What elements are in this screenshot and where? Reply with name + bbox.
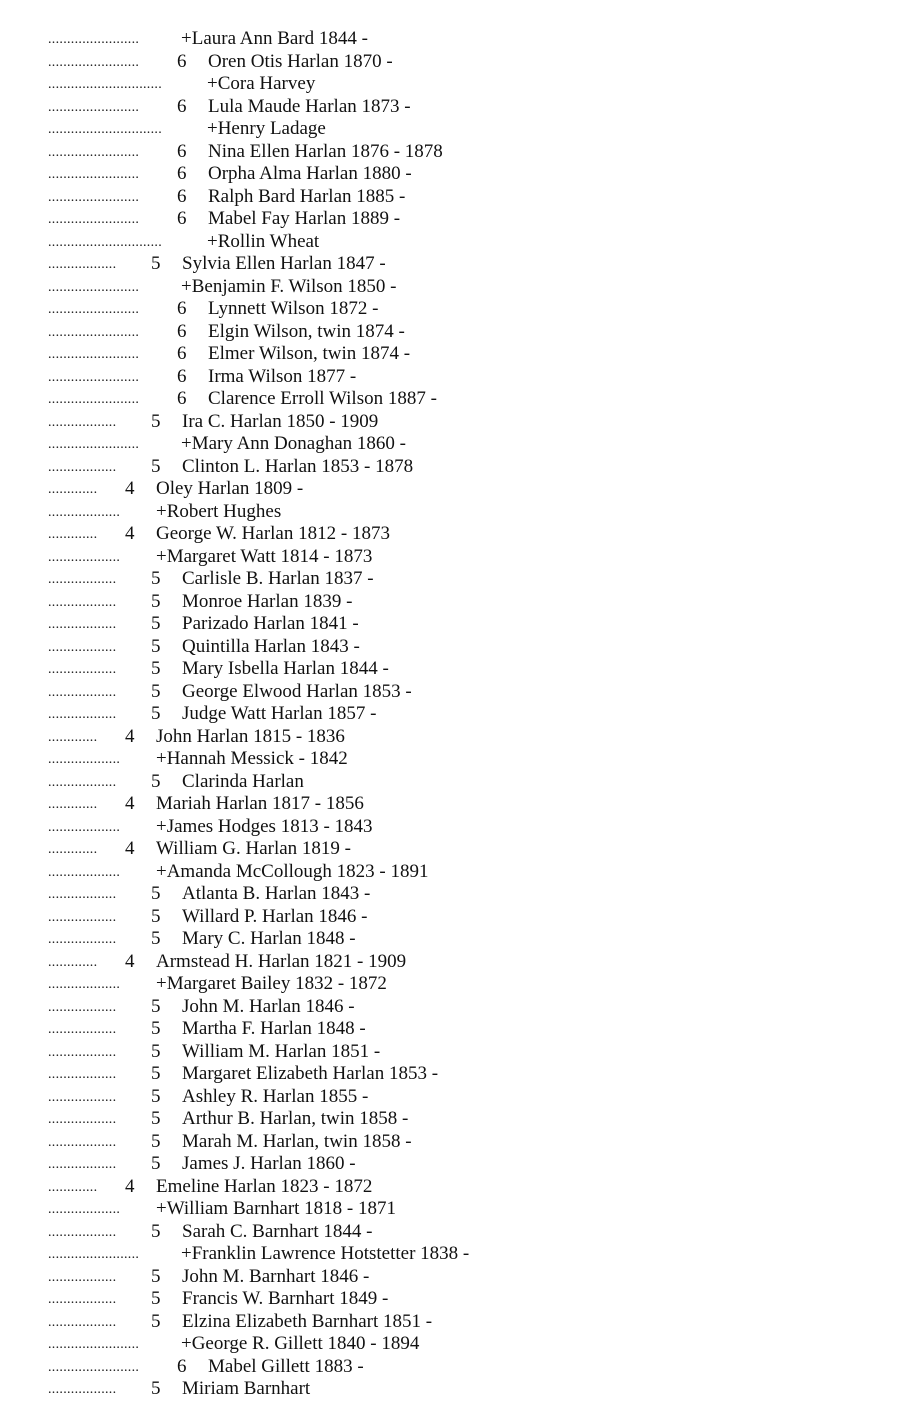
leader-dots: ........................ [48,279,140,295]
leader-dots: .................. [48,639,117,655]
leader-dots: .................. [48,1157,117,1172]
leader-dots: .................. [48,572,117,587]
person-name: Elmer Wilson, twin 1874 - [208,343,411,364]
leader-dots: .................. [48,1269,117,1285]
leader-dots: ........................ [48,437,140,452]
spouse-entry [0,546,916,569]
generation-number: 5 [151,1288,161,1309]
spouse-entry [0,748,916,771]
person-name: Mariah Harlan 1817 - 1856 [156,793,364,814]
person-name: Nina Ellen Harlan 1876 - 1878 [208,140,443,162]
generation-number: 6 [177,365,187,387]
leader-dots: ................... [48,504,121,520]
descendant-entry [0,1288,916,1311]
spouse-entry [0,861,916,884]
leader-dots: ........................ [48,324,140,340]
person-name: John M. Harlan 1846 - [182,995,355,1017]
generation-number: 6 [177,140,187,162]
spouse-name: +Hannah Messick - 1842 [156,748,348,769]
generation-number: 5 [151,1063,161,1084]
person-name: Margaret Elizabeth Harlan 1853 - [182,1063,439,1084]
descendant-entry [0,568,916,591]
generation-number: 5 [151,680,161,702]
generation-number: 6 [177,95,187,117]
leader-dots: .................. [48,594,117,610]
leader-dots: ........................ [48,302,140,317]
generation-number: 5 [151,455,161,477]
person-name: William G. Harlan 1819 - [156,838,351,859]
leader-dots: ........................ [48,1359,140,1375]
person-name: Mabel Gillett 1883 - [208,1355,364,1377]
person-name: Ralph Bard Harlan 1885 - [208,185,406,207]
spouse-name: +George R. Gillett 1840 - 1894 [181,1333,420,1354]
leader-dots: ........................ [48,54,140,70]
generation-number: 6 [177,208,187,229]
leader-dots: ................... [48,752,121,767]
leader-dots: ............. [48,482,98,497]
spouse-name: +Laura Ann Bard 1844 - [181,28,368,49]
generation-number: 4 [125,1175,135,1197]
person-name: Sarah C. Barnhart 1844 - [182,1220,373,1242]
leader-dots: .................. [48,662,117,677]
person-name: Willard P. Harlan 1846 - [182,905,368,927]
person-name: George Elwood Harlan 1853 - [182,680,412,702]
person-name: Ashley R. Harlan 1855 - [182,1085,369,1107]
leader-dots: .............................. [48,77,162,92]
generation-number: 5 [151,1040,161,1062]
leader-dots: ............. [48,797,98,812]
leader-dots: .................. [48,1292,117,1307]
leader-dots: .................. [48,774,117,790]
person-name: Lula Maude Harlan 1873 - [208,95,411,117]
person-name: Armstead H. Harlan 1821 - 1909 [156,950,407,972]
descendant-entry [0,343,916,366]
leader-dots: ................... [48,1202,121,1217]
descendant-entry [0,298,916,321]
leader-dots: ........................ [48,189,140,205]
descendant-entry [0,793,916,816]
leader-dots: .............................. [48,122,162,137]
descendant-entry [0,411,916,434]
spouse-name: +Benjamin F. Wilson 1850 - [181,275,397,297]
spouse-entry [0,433,916,456]
generation-number: 4 [125,950,135,972]
leader-dots: .................. [48,1224,117,1240]
generation-number: 5 [151,883,161,904]
generation-number: 5 [151,1265,161,1287]
leader-dots: ........................ [48,392,140,407]
leader-dots: .................. [48,617,117,632]
person-name: James J. Harlan 1860 - [182,1153,356,1174]
spouse-name: +Robert Hughes [156,500,282,522]
leader-dots: ................... [48,549,121,565]
person-name: Parizado Harlan 1841 - [182,613,359,634]
descendant-entry [0,883,916,906]
generation-number: 5 [151,905,161,927]
spouse-entry [0,118,916,141]
generation-number: 4 [125,478,135,499]
descendant-entry [0,951,916,974]
descendant-entry [0,96,916,119]
generation-number: 5 [151,1130,161,1152]
generation-number: 5 [151,613,161,634]
person-name: John M. Barnhart 1846 - [182,1265,370,1287]
descendant-entry [0,1153,916,1176]
genealogy-page [0,28,916,1401]
generation-number: 6 [177,185,187,207]
spouse-entry [0,28,916,51]
person-name: Clarence Erroll Wilson 1887 - [208,388,437,409]
spouse-entry [0,816,916,839]
descendant-entry [0,928,916,951]
leader-dots: .................. [48,414,117,430]
spouse-entry [0,501,916,524]
leader-dots: .................. [48,1112,117,1127]
person-name: Marah M. Harlan, twin 1858 - [182,1130,412,1152]
leader-dots: ........................ [48,1337,140,1352]
descendant-entry [0,51,916,74]
spouse-entry [0,73,916,96]
generation-number: 6 [177,388,187,409]
descendant-entry [0,186,916,209]
leader-dots: ............. [48,1179,98,1195]
descendant-entry [0,1311,916,1334]
leader-dots: ................... [48,819,121,835]
leader-dots: .................. [48,909,117,925]
generation-number: 4 [125,523,135,544]
leader-dots: ................... [48,864,121,880]
leader-dots: .................. [48,1314,117,1330]
descendant-entry [0,636,916,659]
generation-number: 5 [151,1108,161,1129]
person-name: John Harlan 1815 - 1836 [156,725,345,747]
person-name: Atlanta B. Harlan 1843 - [182,883,371,904]
descendant-entry [0,771,916,794]
spouse-entry [0,1243,916,1266]
leader-dots: .................. [48,1044,117,1060]
generation-number: 6 [177,50,187,72]
generation-number: 5 [151,658,161,679]
spouse-name: +Cora Harvey [207,73,316,94]
generation-number: 5 [151,568,161,589]
descendant-entry [0,456,916,479]
descendant-entry [0,906,916,929]
person-name: Monroe Harlan 1839 - [182,590,353,612]
descendant-entry [0,1221,916,1244]
spouse-name: +Henry Ladage [207,118,326,139]
person-name: Miriam Barnhart [182,1378,311,1399]
person-name: Irma Wilson 1877 - [208,365,357,387]
descendant-entry [0,838,916,861]
person-name: Mary C. Harlan 1848 - [182,928,356,949]
person-name: Elgin Wilson, twin 1874 - [208,320,405,342]
generation-number: 5 [151,590,161,612]
generation-number: 6 [177,343,187,364]
descendant-entry [0,613,916,636]
generation-number: 5 [151,1310,161,1332]
descendant-entry [0,591,916,614]
spouse-name: +Rollin Wheat [207,230,320,252]
generation-number: 5 [151,1378,161,1399]
descendant-entry [0,253,916,276]
person-name: Lynnett Wilson 1872 - [208,298,379,319]
spouse-name: +James Hodges 1813 - 1843 [156,815,373,837]
descendant-entry [0,1131,916,1154]
person-name: Mabel Fay Harlan 1889 - [208,208,401,229]
leader-dots: .................. [48,1089,117,1105]
person-name: Martha F. Harlan 1848 - [182,1018,366,1039]
person-name: Quintilla Harlan 1843 - [182,635,360,657]
generation-number: 5 [151,253,161,274]
leader-dots: ............. [48,954,98,970]
person-name: Francis W. Barnhart 1849 - [182,1288,389,1309]
generation-number: 5 [151,410,161,432]
spouse-name: +Margaret Watt 1814 - 1873 [156,545,373,567]
generation-number: 5 [151,1220,161,1242]
generation-number: 5 [151,703,161,724]
leader-dots: ............. [48,729,98,745]
person-name: Emeline Harlan 1823 - 1872 [156,1175,373,1197]
person-name: Sylvia Ellen Harlan 1847 - [182,253,386,274]
generation-number: 5 [151,1085,161,1107]
descendant-entry [0,1266,916,1289]
leader-dots: .................. [48,1134,117,1150]
person-name: George W. Harlan 1812 - 1873 [156,523,390,544]
person-name: Carlisle B. Harlan 1837 - [182,568,374,589]
descendant-entry [0,1041,916,1064]
descendant-entry [0,1356,916,1379]
leader-dots: .................. [48,1022,117,1037]
leader-dots: ............. [48,842,98,857]
descendant-entry [0,658,916,681]
leader-dots: ........................ [48,1247,140,1262]
person-name: Oren Otis Harlan 1870 - [208,50,393,72]
leader-dots: .................. [48,1382,117,1397]
generation-number: 5 [151,770,161,792]
descendant-entry [0,703,916,726]
spouse-entry [0,1198,916,1221]
generation-number: 5 [151,1018,161,1039]
person-name: Ira C. Harlan 1850 - 1909 [182,410,379,432]
generation-number: 6 [177,163,187,184]
descendant-entry [0,1086,916,1109]
leader-dots: .................. [48,459,117,475]
generation-number: 5 [151,995,161,1017]
descendant-entry [0,478,916,501]
descendant-entry [0,523,916,546]
descendant-entry [0,388,916,411]
leader-dots: .................. [48,887,117,902]
descendant-entry [0,1176,916,1199]
person-name: Clarinda Harlan [182,770,304,792]
spouse-entry [0,973,916,996]
person-name: Judge Watt Harlan 1857 - [182,703,377,724]
person-name: Arthur B. Harlan, twin 1858 - [182,1108,409,1129]
person-name: Mary Isbella Harlan 1844 - [182,658,389,679]
leader-dots: ........................ [48,369,140,385]
generation-number: 6 [177,1355,187,1377]
descendant-entry [0,141,916,164]
leader-dots: .................. [48,257,117,272]
leader-dots: ........................ [48,167,140,182]
descendant-entry [0,681,916,704]
leader-dots: .................. [48,707,117,722]
leader-dots: ............. [48,527,98,542]
leader-dots: .................. [48,999,117,1015]
spouse-name: +Franklin Lawrence Hotstetter 1838 - [181,1243,470,1264]
person-name: Orpha Alma Harlan 1880 - [208,163,412,184]
generation-number: 4 [125,793,135,814]
leader-dots: ................... [48,977,121,992]
descendant-entry [0,1063,916,1086]
descendant-entry [0,366,916,389]
spouse-name: +Mary Ann Donaghan 1860 - [181,433,406,454]
descendant-entry [0,996,916,1019]
person-name: William M. Harlan 1851 - [182,1040,381,1062]
leader-dots: ........................ [48,212,140,227]
spouse-name: +William Barnhart 1818 - 1871 [156,1198,397,1219]
descendant-entry [0,163,916,186]
generation-number: 4 [125,838,135,859]
descendant-entry [0,1378,916,1401]
person-name: Clinton L. Harlan 1853 - 1878 [182,455,414,477]
leader-dots: ........................ [48,99,140,115]
descendant-entry [0,321,916,344]
generation-number: 6 [177,298,187,319]
spouse-entry [0,1333,916,1356]
descendant-entry [0,1018,916,1041]
person-name: Elzina Elizabeth Barnhart 1851 - [182,1310,433,1332]
descendant-entry [0,726,916,749]
spouse-entry [0,231,916,254]
descendant-entry [0,208,916,231]
spouse-name: +Margaret Bailey 1832 - 1872 [156,973,387,994]
generation-number: 5 [151,1153,161,1174]
leader-dots: .................. [48,1067,117,1082]
generation-number: 5 [151,928,161,949]
leader-dots: .............................. [48,234,162,250]
leader-dots: ........................ [48,144,140,160]
person-name: Oley Harlan 1809 - [156,478,304,499]
generation-number: 6 [177,320,187,342]
generation-number: 5 [151,635,161,657]
spouse-name: +Amanda McCollough 1823 - 1891 [156,860,429,882]
leader-dots: .................. [48,684,117,700]
generation-number: 4 [125,725,135,747]
descendant-entry [0,1108,916,1131]
leader-dots: ........................ [48,32,140,47]
leader-dots: ........................ [48,347,140,362]
spouse-entry [0,276,916,299]
leader-dots: .................. [48,932,117,947]
